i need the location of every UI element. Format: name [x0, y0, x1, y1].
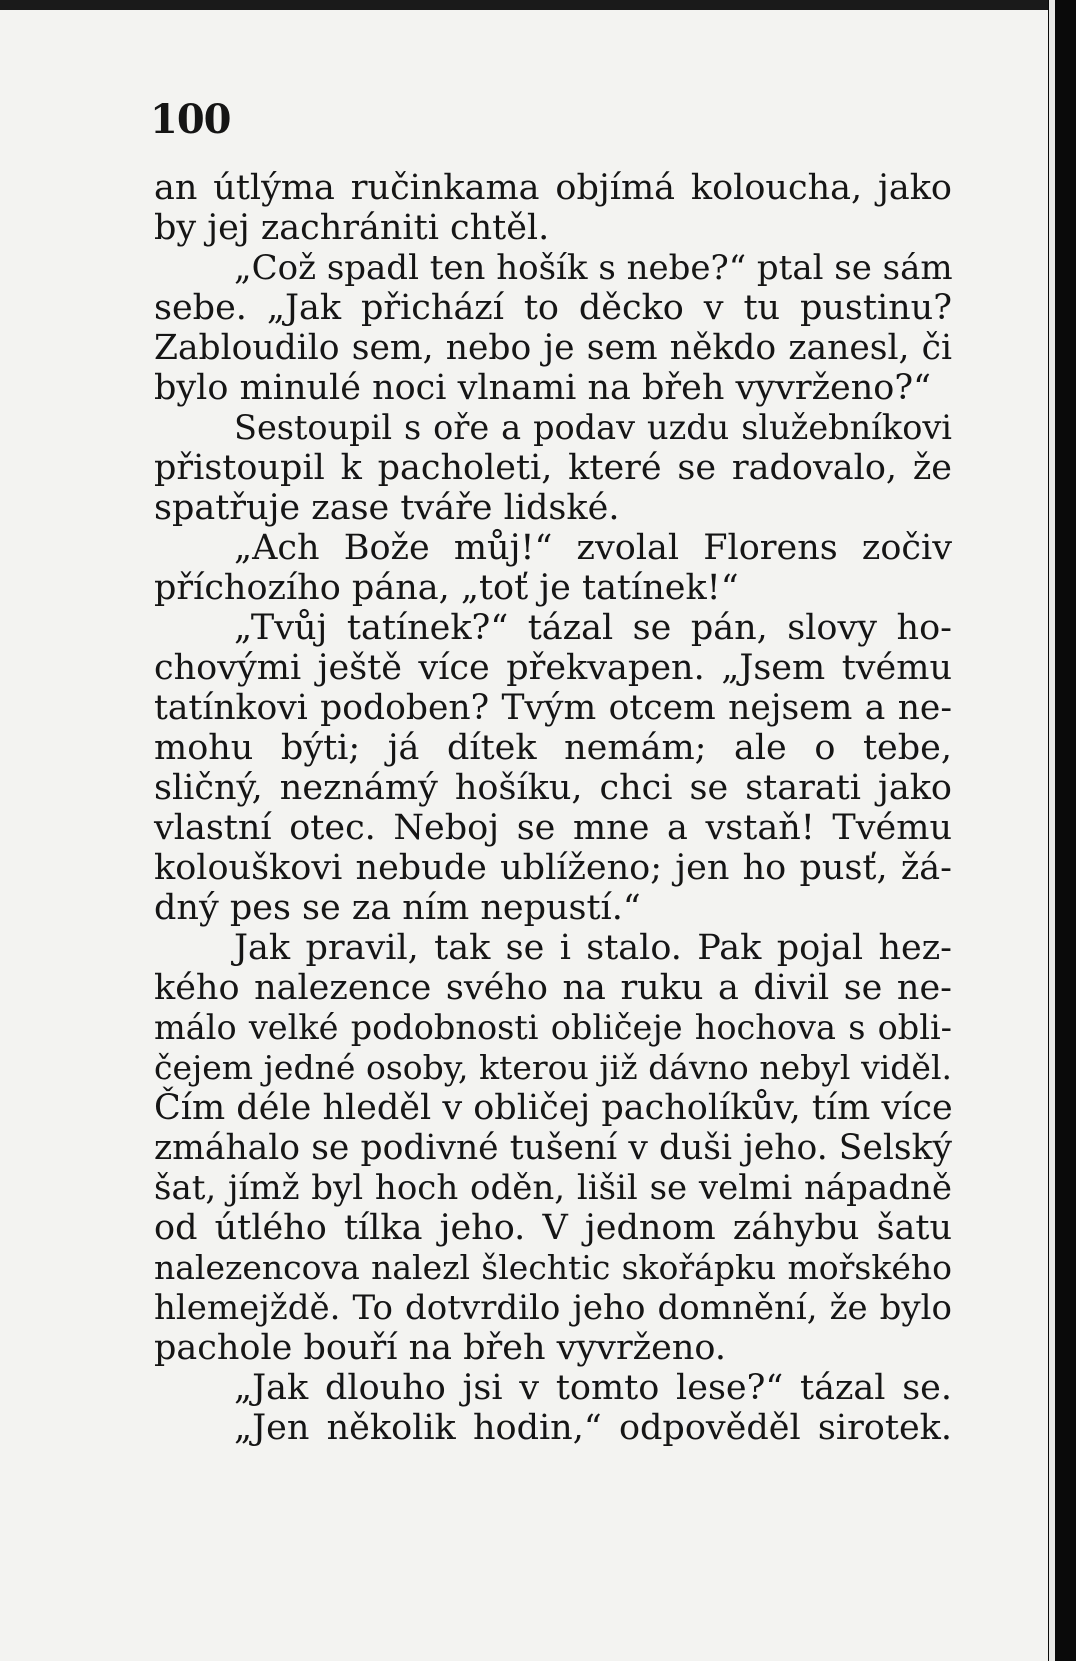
text-line: zmáhalo se podivné tušení v duši jeho. Selský: [154, 1128, 952, 1168]
text-line: bylo minulé noci vlnami na břeh vyvrženo?“: [154, 368, 932, 408]
text-line: pachole bouří na břeh vyvrženo.: [154, 1328, 726, 1368]
text-line: tatínkovi podoben? Tvým otcem nejsem a ne-: [154, 688, 952, 728]
text-line: Sestoupil s oře a podav uzdu služebníkovi: [234, 408, 952, 447]
text-line: kého nalezence svého na ruku a divil se ne-: [154, 968, 952, 1008]
text-line: by jej zachrániti chtěl.: [154, 208, 550, 248]
top-scan-edge: [0, 0, 1048, 10]
text-line: „Ach Bože můj!“ zvolal Florens zočiv: [234, 528, 952, 568]
text-line: chovými ještě více překvapen. „Jsem tvému: [154, 648, 952, 688]
text-line: kolouškovi nebude ublíženo; jen ho pusť, žá-: [154, 848, 952, 888]
text-line: příchozího pána, „toť je tatínek!“: [154, 568, 739, 608]
text-line: „Jak dlouho jsi v tomto lese?“ tázal se.: [234, 1368, 952, 1408]
text-line: Jak pravil, tak se i stalo. Pak pojal hez-: [234, 928, 952, 968]
text-line: šat, jímž byl hoch oděn, lišil se velmi nápadně: [154, 1168, 952, 1208]
text-line: „Tvůj tatínek?“ tázal se pán, slovy ho-: [234, 608, 952, 648]
text-line: „Jen několik hodin,“ odpověděl sirotek.: [234, 1408, 952, 1448]
body-text: [154, 168, 952, 1448]
text-line: přistoupil k pacholeti, které se radovalo, že: [154, 448, 952, 488]
text-line: spatřuje zase tváře lidské.: [154, 488, 620, 528]
text-line: Zabloudilo sem, nebo je sem někdo zanesl, či: [154, 328, 952, 368]
text-line: mohu býti; já dítek nemám; ale o tebe,: [154, 728, 952, 768]
text-line: nalezencova nalezl šlechtic skořápku mořského: [154, 1248, 952, 1287]
text-line: sličný, neznámý hošíku, chci se starati jako: [154, 768, 952, 808]
text-line: čejem jedné osoby, kterou již dávno nebyl viděl.: [154, 1048, 952, 1087]
page-number: 100: [150, 96, 231, 143]
right-margin-rule: [1049, 0, 1055, 1661]
text-line: sebe. „Jak přichází to děcko v tu pustinu?: [154, 288, 952, 328]
text-line: „Což spadl ten hošík s nebe?“ ptal se sám: [234, 248, 953, 288]
text-line: hlemejždě. To dotvrdilo jeho domnění, že bylo: [154, 1288, 952, 1328]
text-line: od útlého tílka jeho. V jednom záhybu šatu: [154, 1208, 952, 1248]
text-line: málo velké podobnosti obličeje hochova s obli-: [154, 1008, 952, 1047]
text-line: an útlýma ručinkama objímá koloucha, jako: [154, 168, 952, 208]
text-line: Čím déle hleděl v obličej pacholíkův, tím více: [154, 1088, 953, 1128]
text-line: dný pes se za ním nepustí.“: [154, 888, 641, 928]
text-line: vlastní otec. Neboj se mne a vstaň! Tvému: [154, 808, 952, 848]
